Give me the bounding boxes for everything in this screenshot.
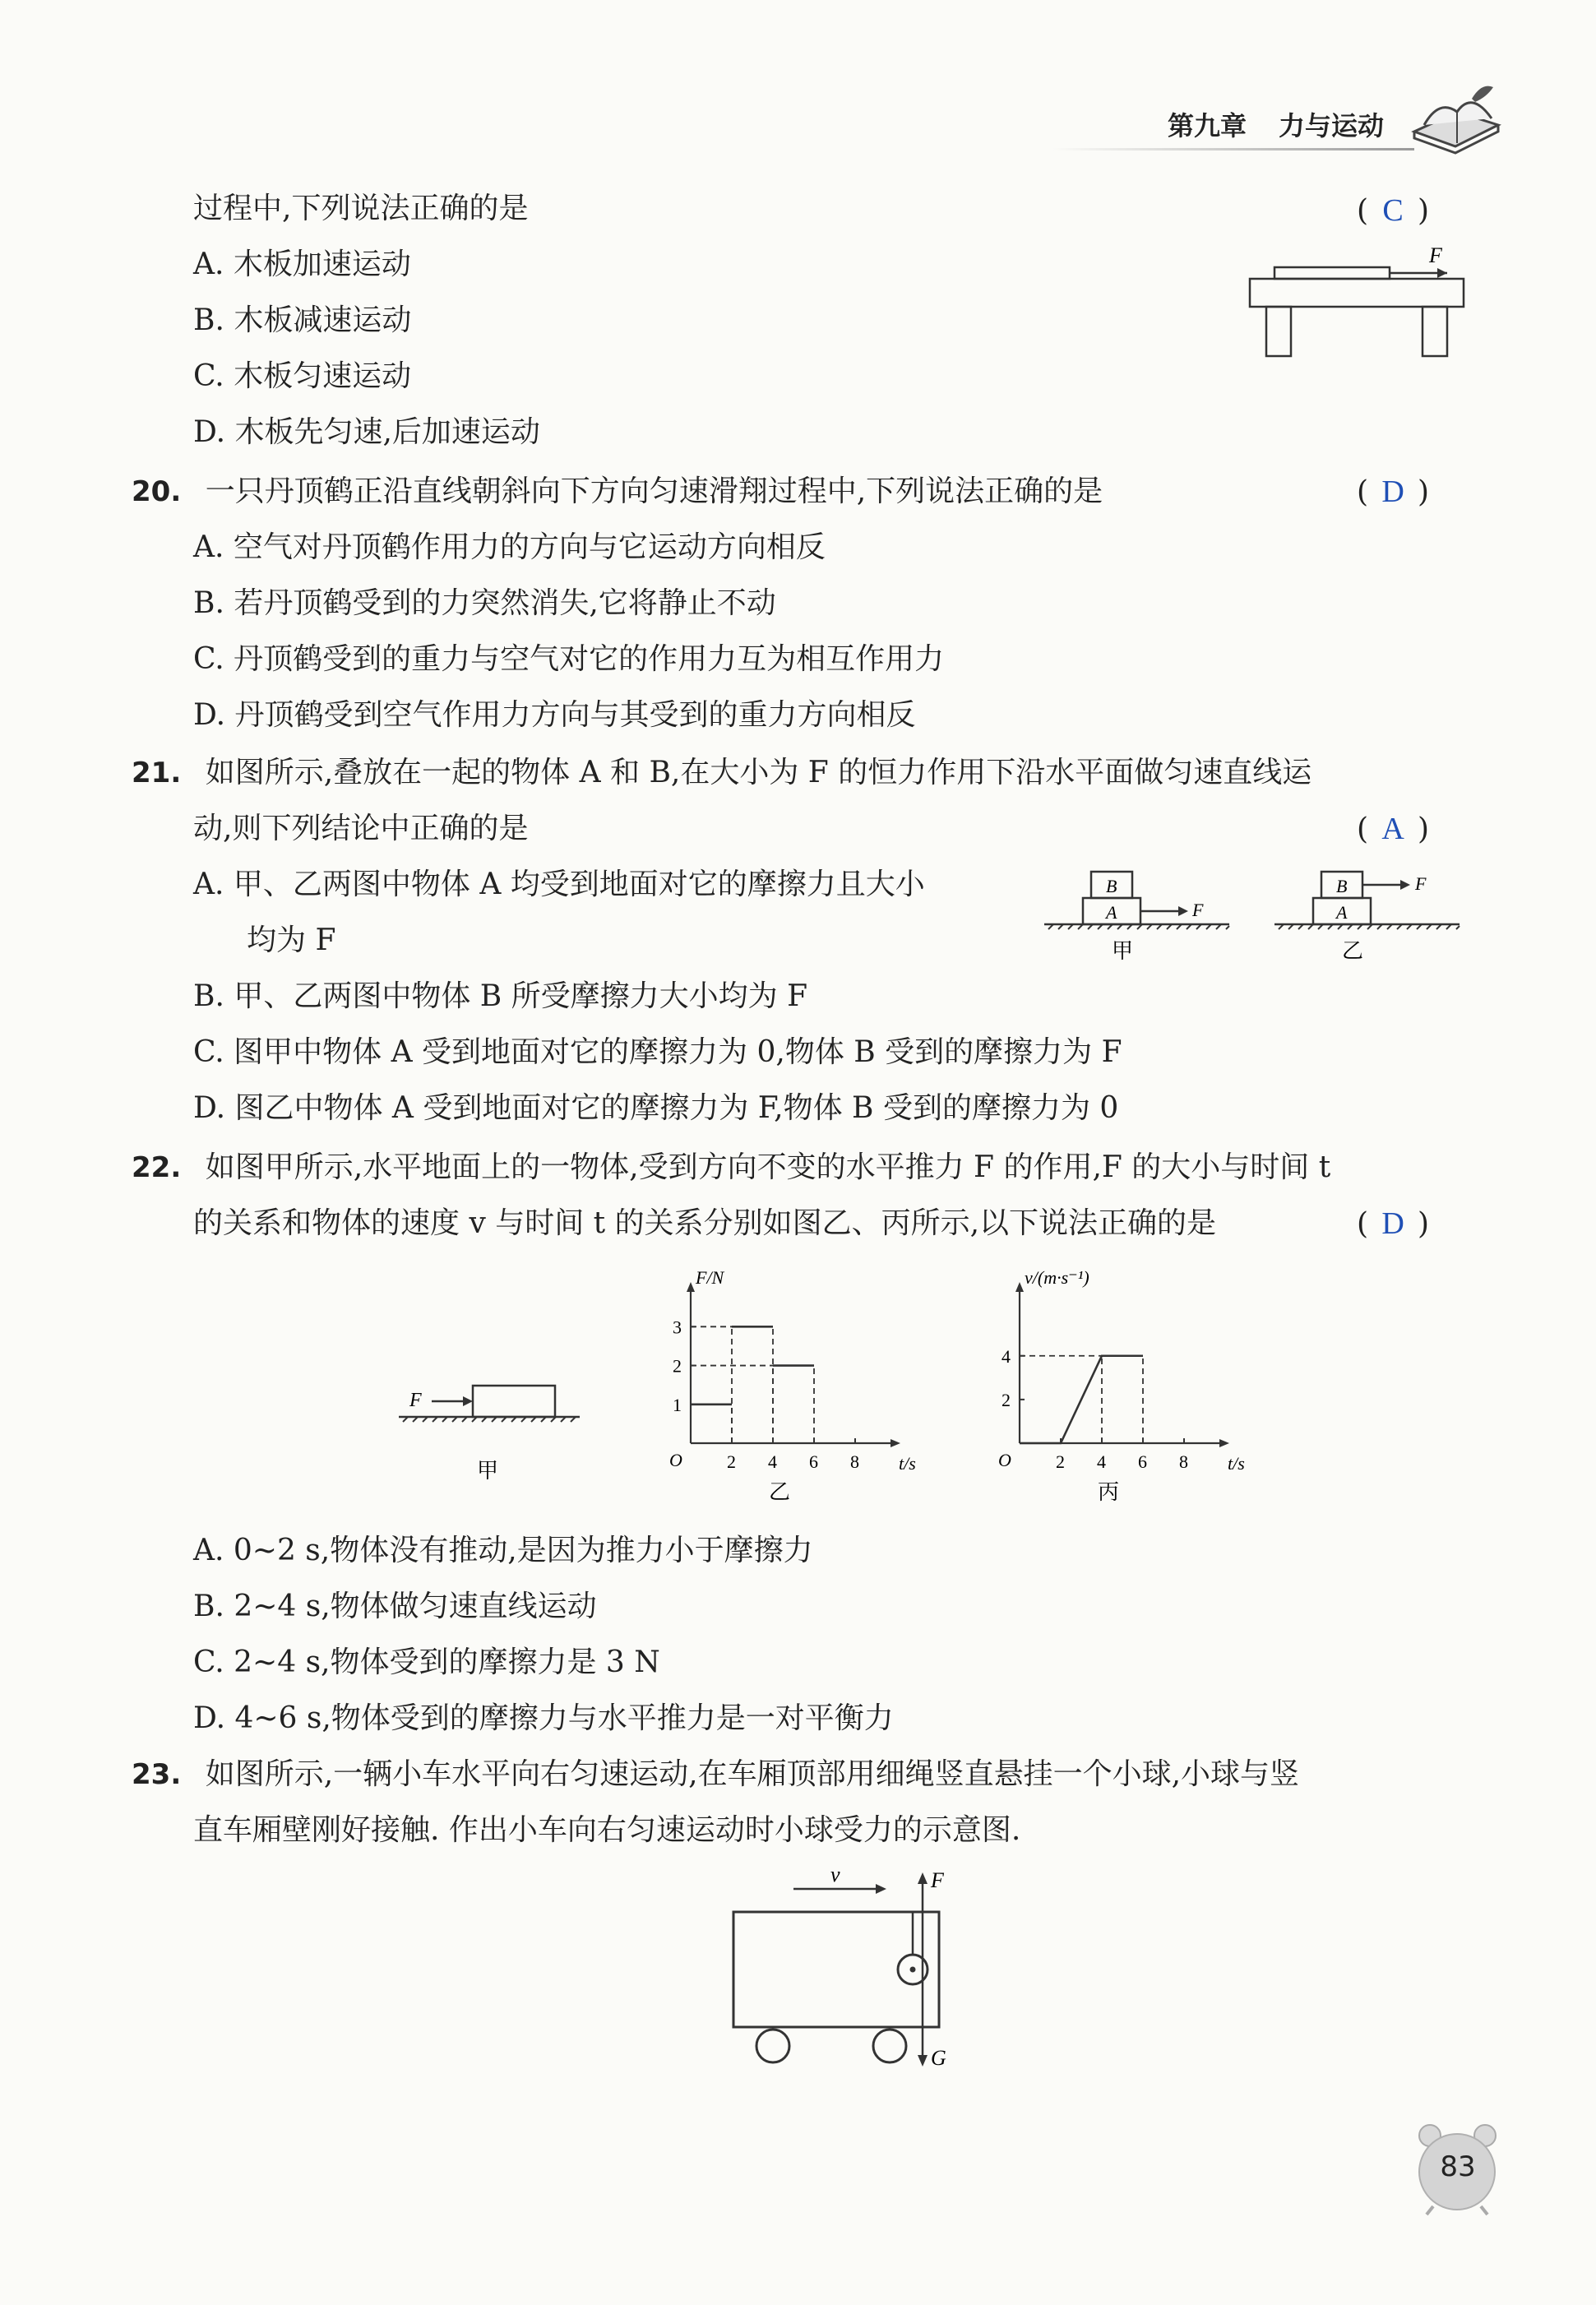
q20-answer: D bbox=[1381, 474, 1404, 509]
q20-stem-text: 一只丹顶鹤正沿直线朝斜向下方向匀速滑翔过程中,下列说法正确的是 bbox=[205, 474, 1103, 508]
q19-force-arrowhead bbox=[1437, 268, 1447, 278]
q20-option-d: D. 丹顶鹤受到空气作用力方向与其受到的重力方向相反 bbox=[193, 698, 916, 732]
chart-bing-x-arrowhead bbox=[1219, 1439, 1229, 1447]
q22-figure-push bbox=[395, 1365, 592, 1497]
q21-yi-label-a: A bbox=[1336, 902, 1348, 923]
q23-cart-body bbox=[733, 1912, 939, 2027]
q19-table-leg-left bbox=[1266, 307, 1291, 356]
q23-force-down-label: G bbox=[931, 2046, 946, 2070]
q19-table-figure bbox=[1242, 243, 1472, 366]
chart-yi-x-tick-label-4: 4 bbox=[768, 1451, 777, 1472]
q19-option-d: D. 木板先匀速,后加速运动 bbox=[193, 415, 540, 449]
q19-board bbox=[1274, 267, 1390, 279]
chart-yi-x-tick-label-6: 6 bbox=[809, 1451, 818, 1472]
chart-bing-y-label: v/(m·s⁻¹) bbox=[1025, 1267, 1089, 1288]
chart-yi-x-label: t/s bbox=[899, 1453, 916, 1474]
q19-answer: C bbox=[1382, 193, 1404, 228]
q22-option-d: D. 4~6 s,物体受到的摩擦力与水平推力是一对平衡力 bbox=[193, 1701, 894, 1735]
q20-option-b: B. 若丹顶鹤受到的力突然消失,它将静止不动 bbox=[193, 586, 776, 620]
q21-figure-yi bbox=[1270, 863, 1468, 970]
page-header bbox=[1052, 90, 1513, 156]
q19-answer-bracket: ( C ) bbox=[1357, 191, 1429, 231]
q22-chart-force-time bbox=[650, 1267, 921, 1504]
q23-ball-center bbox=[910, 1967, 916, 1973]
chart-bing-y-tick-label-4: 4 bbox=[1002, 1345, 1011, 1367]
header-chapter-title: 力与运动 bbox=[1279, 110, 1385, 141]
q22-push-caption: 甲 bbox=[477, 1459, 499, 1483]
book-icon bbox=[1406, 74, 1505, 156]
q22-answer: D bbox=[1381, 1206, 1404, 1241]
chart-bing-y-arrowhead bbox=[1015, 1282, 1024, 1292]
chart-yi-y-arrowhead bbox=[687, 1282, 695, 1292]
q21-yi-label-b: B bbox=[1336, 876, 1348, 896]
q23-stem-line1 bbox=[132, 1755, 1299, 1794]
q23-velocity-label: v bbox=[830, 1863, 840, 1886]
chart-bing-x-tick-label-8: 8 bbox=[1179, 1451, 1188, 1472]
chart-yi-x-arrowhead bbox=[891, 1439, 900, 1447]
q19-table-leg-right bbox=[1423, 307, 1447, 356]
chart-yi-x-tick-label-2: 2 bbox=[727, 1451, 736, 1472]
q23-wheel-right bbox=[873, 2030, 906, 2062]
q23-velocity-arrowhead bbox=[876, 1884, 886, 1894]
q20-stem bbox=[132, 472, 1103, 511]
q20-option-c: C. 丹顶鹤受到的重力与空气对它的作用力互为相互作用力 bbox=[193, 642, 945, 676]
q23-force-up-label: F bbox=[931, 1868, 944, 1892]
q22-stem-line1 bbox=[132, 1148, 1330, 1187]
q21-option-a-line2: 均为 F bbox=[247, 923, 336, 957]
chart-yi-origin-label: O bbox=[669, 1450, 682, 1470]
chart-bing-caption: 丙 bbox=[1098, 1480, 1120, 1504]
q23-wheel-left bbox=[756, 2030, 789, 2062]
q22-stem-line2: 的关系和物体的速度 v 与时间 t 的关系分别如图乙、丙所示,以下说法正确的是 bbox=[193, 1206, 1217, 1240]
header-rule bbox=[1052, 148, 1414, 150]
q21-number: 21. bbox=[132, 757, 182, 789]
q21-jia-caption: 甲 bbox=[1112, 939, 1134, 963]
chart-yi-y-label: F/N bbox=[696, 1267, 724, 1288]
q20-number: 20. bbox=[132, 475, 182, 508]
chart-yi-y-tick-label-1: 1 bbox=[673, 1394, 682, 1415]
q22-stem-text: 如图甲所示,水平地面上的一物体,受到方向不变的水平推力 F 的作用,F 的大小与时间 t bbox=[205, 1150, 1331, 1184]
q22-chart-velocity-time bbox=[978, 1267, 1250, 1504]
chart-bing-y-tick-label-2: 2 bbox=[1002, 1389, 1011, 1410]
chart-bing-origin-label: O bbox=[998, 1450, 1011, 1470]
q22-option-a: A. 0~2 s,物体没有推动,是因为推力小于摩擦力 bbox=[193, 1534, 813, 1567]
q19-tabletop bbox=[1250, 279, 1464, 307]
q20-option-a: A. 空气对丹顶鹤作用力的方向与它运动方向相反 bbox=[193, 530, 826, 564]
q21-option-d: D. 图乙中物体 A 受到地面对它的摩擦力为 F,物体 B 受到的摩擦力为 0 bbox=[193, 1091, 1119, 1125]
q21-jia-label-b: B bbox=[1106, 876, 1117, 896]
q19-option-a: A. 木板加速运动 bbox=[193, 248, 411, 281]
q22-number: 22. bbox=[132, 1151, 182, 1184]
q21-option-b: B. 甲、乙两图中物体 B 所受摩擦力大小均为 F bbox=[193, 979, 808, 1013]
chart-bing-series-line bbox=[1020, 1356, 1143, 1443]
q21-stem-line2: 动,则下列结论中正确的是 bbox=[193, 812, 529, 845]
q21-answer: A bbox=[1381, 812, 1404, 846]
q21-stem-line1 bbox=[132, 753, 1311, 793]
q23-force-up-arrowhead bbox=[918, 1872, 928, 1884]
q21-yi-caption: 乙 bbox=[1342, 939, 1364, 963]
q21-option-a-line1: A. 甲、乙两图中物体 A 均受到地面对它的摩擦力且大小 bbox=[193, 868, 925, 901]
q20-answer-bracket: ( D ) bbox=[1357, 472, 1429, 512]
q21-jia-force-label: F bbox=[1192, 900, 1204, 920]
chart-yi-y-tick-label-3: 3 bbox=[673, 1317, 682, 1338]
chart-bing-x-tick-label-6: 6 bbox=[1138, 1451, 1147, 1472]
page-number: 83 bbox=[1440, 2150, 1476, 2183]
q21-jia-force-arrowhead bbox=[1178, 906, 1188, 916]
q21-answer-bracket: ( A ) bbox=[1357, 809, 1429, 849]
q19-stem-tail: 过程中,下列说法正确的是 bbox=[193, 192, 529, 225]
q21-yi-force-label: F bbox=[1415, 873, 1427, 894]
chart-bing-x-tick-label-4: 4 bbox=[1097, 1451, 1106, 1472]
q21-option-c: C. 图甲中物体 A 受到地面对它的摩擦力为 0,物体 B 受到的摩擦力为 F bbox=[193, 1035, 1122, 1069]
q19-force-label: F bbox=[1429, 243, 1442, 267]
q23-stem-line2: 直车厢壁刚好接触. 作出小车向右匀速运动时小球受力的示意图. bbox=[193, 1813, 1021, 1847]
q19-option-b: B. 木板减速运动 bbox=[193, 303, 412, 337]
q21-yi-force-arrowhead bbox=[1400, 880, 1410, 890]
chart-bing-x-label: t/s bbox=[1228, 1453, 1245, 1474]
q23-cart-figure bbox=[715, 1854, 978, 2076]
q22-push-force-arrowhead bbox=[463, 1396, 473, 1406]
header-chapter: 第九章 bbox=[1168, 110, 1247, 141]
chart-yi-caption: 乙 bbox=[769, 1480, 791, 1504]
q21-jia-label-a: A bbox=[1106, 902, 1117, 923]
chart-yi-y-tick-label-2: 2 bbox=[673, 1355, 682, 1377]
q23-number: 23. bbox=[132, 1758, 182, 1791]
q23-stem-text: 如图所示,一辆小车水平向右匀速运动,在车厢顶部用细绳竖直悬挂一个小球,小球与竖 bbox=[205, 1757, 1300, 1791]
q21-figure-jia bbox=[1040, 863, 1237, 970]
q22-option-c: C. 2~4 s,物体受到的摩擦力是 3 N bbox=[193, 1645, 660, 1679]
q19-option-c: C. 木板匀速运动 bbox=[193, 359, 412, 393]
chart-bing-x-tick-label-2: 2 bbox=[1056, 1451, 1065, 1472]
q22-push-force-label: F bbox=[409, 1390, 422, 1411]
q22-answer-bracket: ( D ) bbox=[1357, 1204, 1429, 1244]
chart-yi-x-tick-label-8: 8 bbox=[850, 1451, 859, 1472]
q23-force-down-arrowhead bbox=[918, 2055, 928, 2067]
q21-stem-text: 如图所示,叠放在一起的物体 A 和 B,在大小为 F 的恒力作用下沿水平面做匀速直线运 bbox=[205, 756, 1312, 789]
q22-push-block bbox=[473, 1386, 555, 1417]
q22-option-b: B. 2~4 s,物体做匀速直线运动 bbox=[193, 1590, 597, 1623]
